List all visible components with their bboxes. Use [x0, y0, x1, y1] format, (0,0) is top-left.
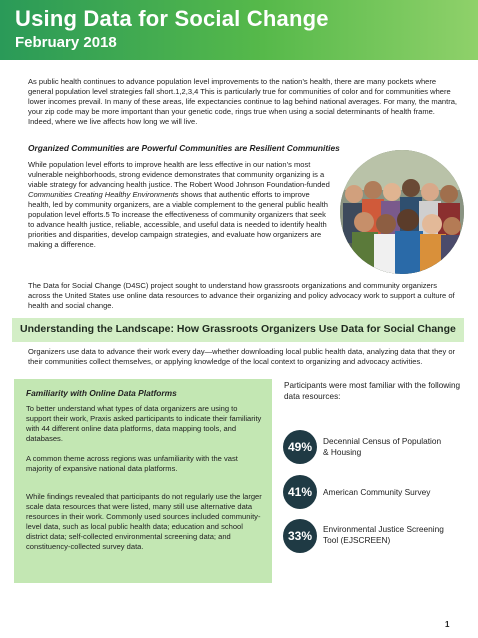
- box-paragraph-3: While findings revealed that participants do not regularly use the larger scale data resources that were listed, many still use alternative data resources in their work. Commonly used sources included community-level data, such as local public health data; education and school district data; self-collected environmental screening data; and constituency-collected survey data.: [26, 492, 262, 551]
- document-title: Using Data for Social Change: [15, 6, 329, 31]
- stat-label-2: American Community Survey: [323, 487, 431, 497]
- box-paragraph-2: A common theme across regions was unfamiliarity with the vast majority of expansive national data platforms.: [26, 454, 238, 473]
- stat-circle-2: 41%: [283, 475, 317, 509]
- document-date: February 2018: [15, 34, 117, 51]
- box-paragraph-1: To better understand what types of data organizers are using to support their work, Praxis asked participants to indicate their familiarity with 44 different online data platforms, data mapping tools, and databases.: [26, 404, 262, 443]
- box-heading: Familiarity with Online Data Platforms: [26, 388, 177, 398]
- familiarity-box: [14, 379, 272, 583]
- stat-label-3: Environmental Justice Screening Tool (EJSCREEN): [323, 524, 444, 545]
- group-photo: [340, 150, 464, 274]
- page-number: 1: [445, 620, 450, 629]
- section1-heading: Organized Communities are Powerful Communities are Resilient Communities: [28, 143, 340, 153]
- section2-band: [12, 318, 464, 342]
- stat-label-1: Decennial Census of Population & Housing: [323, 436, 442, 457]
- stat-circle-3: 33%: [283, 519, 317, 553]
- intro-paragraph: As public health continues to advance population level improvements to the nation’s health, there are many pockets where general population level strategies fall short.1,2,3,4 This is particularly true for communities of color and for communities where lower incomes prevail. In many of these areas, life expectancies continue to lag behind national averages. For many, the mantra, your zip code may be more important than your genetic code, rings true when using a social determinants of health frame. Indeed, where we live affects how long we will live.: [28, 77, 458, 126]
- section1-paragraph-2: The Data for Social Change (D4SC) project sought to understand how grassroots organizations and community organizers across the United States use online data resources to advance their organizing and policy advocacy work to support a culture of health and social change.: [28, 281, 455, 310]
- page-header: [0, 0, 478, 60]
- stat-circle-1: 49%: [283, 430, 317, 464]
- section2-paragraph: Organizers use data to advance their work every day—whether downloading local public health data, analyzing data that they or their communities collect themselves, or applying knowledge of the local context to organizing and advocacy activities.: [28, 347, 456, 366]
- section2-heading: Understanding the Landscape: How Grassroots Organizers Use Data for Social Change: [20, 323, 456, 335]
- familiar-intro: Participants were most familiar with the following data resources:: [284, 381, 461, 401]
- section1-paragraph-1: While population level efforts to improve health are less effective in our nation’s most vulnerable neighborhoods, strong evidence demonstrates that community organizing is a viable strategy for advancing health justice. The Robert Wood Johnson Foundation-funded Communities Creating Healthy Environments shows that authentic efforts to improve health, led by community organizers, are a viable complement to the general public health population level efforts.5 To increase the effectiveness of community organizers that seek to advance health justice, reliable, accessible, and useful data is needed to identify health priorities and disparities, develop campaign strategies, and evaluate how organizers are making a difference.: [28, 160, 330, 249]
